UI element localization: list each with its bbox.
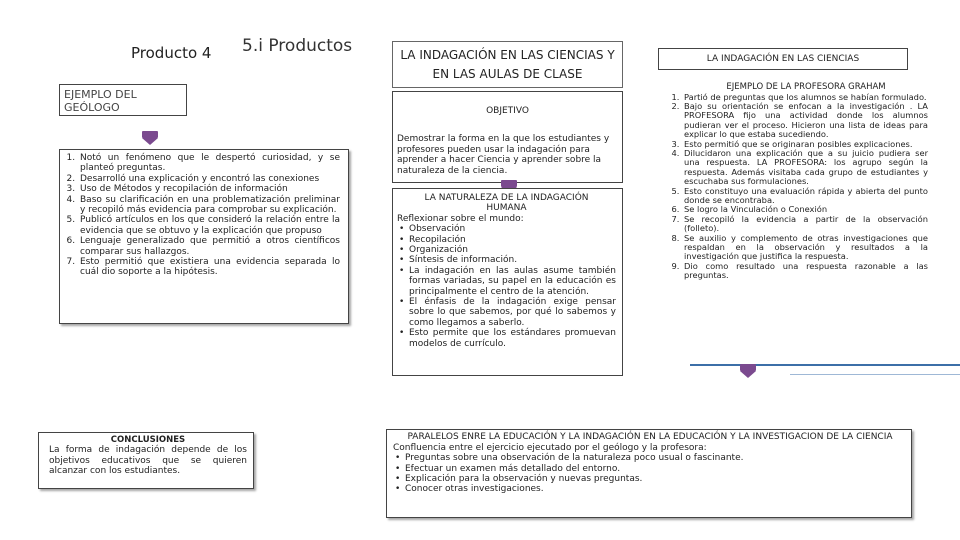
graham-steps-list [664,93,928,281]
example-geologist-box [59,84,187,116]
graham-step-item: 8. Se auxilio y complemento de otras investigaciones que respaldan en la observación y resultados a la investigación que justifica la respuesta. [682,234,928,262]
nature-bullet-list [397,224,616,349]
graham-step-item: 2. Bajo su orientación se enfocan a la investigación . LA PROFESORA fijo una actividad donde los alumnos pudieran ver el proceso. Hicieron una lista de ideas para explicar lo que estaba sucediendo. [682,102,928,140]
decorative-line [690,364,960,366]
down-arrow-icon [143,131,157,145]
decorative-line [790,374,960,375]
graham-step-item: 9. Dio como resultado una respuesta razonable a las preguntas. [682,262,928,281]
parallels-bullet-item: • Explicación para la observación y nuevas preguntas. [405,474,905,484]
conclusions-box [38,432,254,489]
geologist-step-item: 6. Lenguaje generalizado que permitió a otros científicos comparar sus hallazgos. [78,236,340,257]
nature-bullet-item: • El énfasis de la indagación exige pensar sobre lo que sabemos, por qué lo sabemos y como llegamos a saberlo. [409,297,616,328]
parallels-intro: Confluencia entre el ejercicio ejecutado por el geólogo y la profesora: [393,442,707,453]
geologist-step-item: 2. Desarrolló una explicación y encontró las conexiones [78,174,340,184]
right-title-box [658,48,908,70]
example-geologist-label: EJEMPLO DEL GEÓLOGO [64,88,137,114]
geologist-step-item: 3. Uso de Métodos y recopilación de información [78,184,340,194]
parallels-bullet-item: • Preguntas sobre una observación de la naturaleza poco usual o fascinante. [405,453,905,463]
objective-box [392,91,623,183]
parallels-title: PARALELOS ENRE LA EDUCACIÓN Y LA INDAGACIÓN EN LA EDUCACIÓN Y LA INVESTIGACION DE LA CIENCIA [407,432,893,442]
nature-bullet-item: • Esto permite que los estándares promuevan modelos de currículo. [409,328,616,349]
section-title: 5.i Productos [242,36,353,56]
nature-bullet-item: • Observación [409,224,616,234]
parallels-bullet-list [393,453,905,495]
right-title: LA INDAGACIÓN EN LAS CIENCIAS [706,54,860,64]
graham-step-item: 3. Esto permitió que se originaran posibles explicaciones. [682,140,928,149]
graham-step-item: 6. Se logro la Vinculación o Conexión [682,205,928,214]
geologist-step-item: 7. Esto permitió que existiera una evidencia separada lo cuál dio soporte a la hipótesis. [78,257,340,278]
graham-step-item: 4. Dilucidaron una explicación que a su juicio pudiera ser una respuesta. LA PROFESORA: los agrupo según la respuesta. Además visitaba cada grupo de estudiantes y escuchaba sus formulaciones. [682,149,928,187]
geologist-step-item: 5. Publicó artículos en los que consideró la relación entre la evidencia que se obtuvo y la explicación que propuso [78,215,340,236]
graham-subtitle: EJEMPLO DE LA PROFESORA GRAHAM [726,82,886,92]
graham-step-item: 1. Partió de preguntas que los alumnos se habían formulado. [682,93,928,102]
graham-step-item: 5. Esto constituyo una evaluación rápida y abierta del punto donde se encontraba. [682,187,928,206]
conclusions-title: CONCLUSIONES [110,435,186,445]
geologist-steps-list [60,153,340,278]
nature-bullet-item: • Organización [409,245,616,255]
middle-title: LA INDAGACIÓN EN LAS CIENCIAS Y EN LAS AULAS DE CLASE [400,48,615,81]
parallels-bullet-item: • Conocer otras investigaciones. [405,484,905,494]
objective-text: Demostrar la forma en la que los estudiantes y profesores pueden usar la indagación para aprender a hacer Ciencia y aprender sobre la naturaleza de la ciencia. [397,134,610,176]
geologist-steps-box [59,149,349,324]
nature-bullet-item: • Síntesis de información. [409,255,616,265]
nature-box [392,188,623,376]
middle-title-box [392,41,623,88]
graham-example-section [664,83,928,281]
conclusions-text: La forma de indagación depende de los objetivos educativos que se quieren alcanzar con los estudiantes. [49,445,247,477]
parallels-box [386,429,912,518]
nature-title: LA NATURALEZA DE LA INDAGACIÓN HUMANA [424,193,589,214]
nature-bullet-item: • La indagación en las aulas asume también formas variadas, su papel en la educación es principalmente el centro de la atención. [409,266,616,297]
down-arrow-icon [741,364,755,378]
nature-bullet-item: • Recopilación [409,235,616,245]
graham-step-item: 7. Se recopiló la evidencia a partir de la observación (folleto). [682,215,928,234]
objective-label: OBJETIVO [486,106,529,116]
producto-label: Producto 4 [131,44,212,62]
geologist-step-item: 1. Notó un fenómeno que le despertó curiosidad, y se planteó preguntas. [78,153,340,174]
parallels-bullet-item: • Efectuar un examen más detallado del entorno. [405,464,905,474]
reflect-label: Reflexionar sobre el mundo: [397,213,524,224]
geologist-step-item: 4. Baso su clarificación en una problematización preliminar y recopiló más evidencia para comprobar su explicación. [78,195,340,216]
